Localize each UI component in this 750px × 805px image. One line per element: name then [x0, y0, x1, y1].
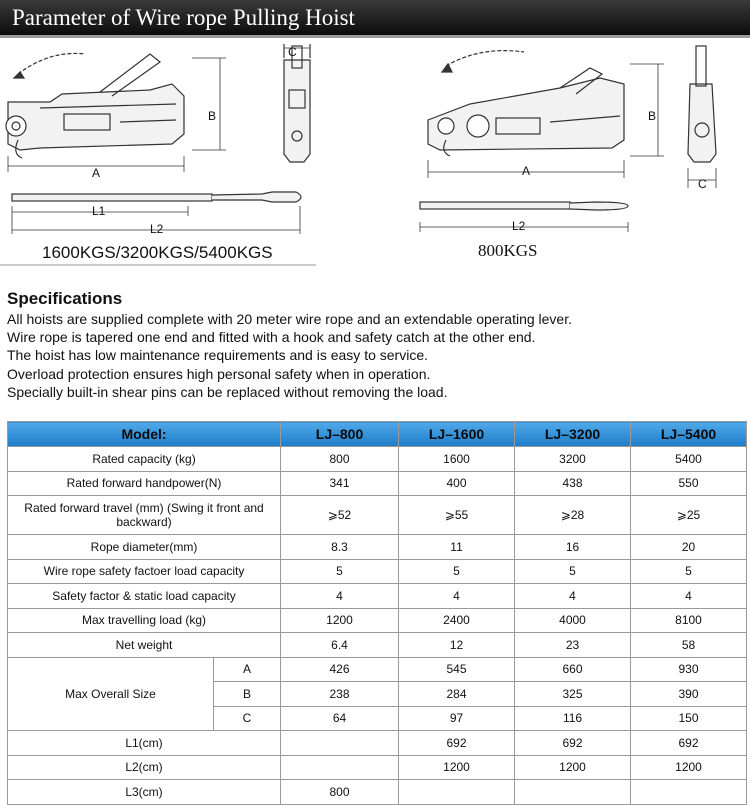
- cell: 545: [399, 657, 515, 682]
- left-dim-l2-label: L2: [150, 222, 164, 236]
- cell: 4000: [515, 608, 631, 633]
- cell: 64: [281, 706, 399, 731]
- cell: 5: [281, 559, 399, 584]
- cell: 8.3: [281, 535, 399, 560]
- table-row: [8, 657, 747, 682]
- cell: 23: [515, 633, 631, 658]
- table-row: [8, 496, 747, 535]
- cell: ⩾55: [399, 496, 515, 535]
- cell: [281, 731, 399, 756]
- cell: 438: [515, 471, 631, 496]
- left-dim-c-label: C: [288, 45, 297, 59]
- cell: 341: [281, 471, 399, 496]
- cell: 16: [515, 535, 631, 560]
- cell: 800: [281, 447, 399, 472]
- row-label: Net weight: [8, 633, 281, 658]
- cell: 930: [631, 657, 747, 682]
- parameter-table: [7, 421, 747, 805]
- table-row: [8, 447, 747, 472]
- cell: 6.4: [281, 633, 399, 658]
- row-label-max-overall-size: Max Overall Size: [8, 657, 214, 731]
- cell: 692: [399, 731, 515, 756]
- table-row: [8, 633, 747, 658]
- cell: 426: [281, 657, 399, 682]
- left-dim-a-label: A: [92, 166, 101, 180]
- hoist-drawings-svg: [0, 44, 750, 266]
- header-lj-5400: LJ–5400: [631, 422, 747, 447]
- spec-line: All hoists are supplied complete with 20 meter wire rope and an extendable operating lever.: [7, 311, 572, 327]
- sub-label: A: [214, 657, 281, 682]
- cell: ⩾28: [515, 496, 631, 535]
- left-hoist-end-view: [284, 44, 310, 162]
- specifications-section: [7, 289, 747, 401]
- spec-line: Overload protection ensures high personal safety when in operation.: [7, 365, 431, 382]
- cell: 4: [631, 584, 747, 609]
- cell: 1200: [631, 755, 747, 780]
- cell: 1200: [281, 608, 399, 633]
- specifications-heading: Specifications: [7, 289, 123, 308]
- table-header-row: [8, 422, 747, 447]
- header-lj-3200: LJ–3200: [515, 422, 631, 447]
- cell: 800: [281, 780, 399, 805]
- cell: 12: [399, 633, 515, 658]
- row-label: Wire rope safety factoer load capacity: [8, 559, 281, 584]
- right-dim-c-label: C: [698, 177, 707, 191]
- cell: 1600: [399, 447, 515, 472]
- cell: ⩾25: [631, 496, 747, 535]
- right-drawing-caption: 800KGS: [478, 241, 538, 260]
- cell: [631, 780, 747, 805]
- cell: 390: [631, 682, 747, 707]
- cell: 11: [399, 535, 515, 560]
- cell: [399, 780, 515, 805]
- left-dim-b-label: B: [208, 109, 217, 123]
- cell: 116: [515, 706, 631, 731]
- cell: 238: [281, 682, 399, 707]
- row-label: Rated capacity (kg): [8, 447, 281, 472]
- header-lj-1600: LJ–1600: [399, 422, 515, 447]
- cell: 8100: [631, 608, 747, 633]
- right-hoist-side-view: [428, 51, 624, 156]
- cell: 284: [399, 682, 515, 707]
- cell: 550: [631, 471, 747, 496]
- cell: 4: [281, 584, 399, 609]
- cell: 692: [515, 731, 631, 756]
- spec-line: The hoist has low maintenance requirements and is easy to service.: [7, 347, 428, 364]
- row-label: L1(cm): [8, 731, 281, 756]
- left-hoist-side-view: [6, 53, 184, 158]
- left-dim-l1-label: L1: [92, 204, 106, 218]
- title-bar: [0, 0, 750, 38]
- cell: ⩾52: [281, 496, 399, 535]
- cell: 5: [399, 559, 515, 584]
- row-label: Rated forward travel (mm) (Swing it front and backward): [8, 496, 281, 535]
- table-row: [8, 608, 747, 633]
- right-hoist-end-view: [688, 46, 716, 188]
- spec-line: Wire rope is tapered one end and fitted with a hook and safety catch at the other end.: [7, 329, 536, 346]
- cell: 3200: [515, 447, 631, 472]
- sub-label: C: [214, 706, 281, 731]
- cell: 4: [399, 584, 515, 609]
- technical-drawings: [0, 44, 750, 266]
- right-dim-b-label: B: [648, 109, 657, 123]
- row-label: Rope diameter(mm): [8, 535, 281, 560]
- left-drawing-caption: 1600KGS/3200KGS/5400KGS: [42, 243, 273, 262]
- cell: 2400: [399, 608, 515, 633]
- table-row: [8, 471, 747, 496]
- row-label: Max travelling load (kg): [8, 608, 281, 633]
- cell: 97: [399, 706, 515, 731]
- cell: 4: [515, 584, 631, 609]
- cell: 5: [631, 559, 747, 584]
- row-label: Safety factor & static load capacity: [8, 584, 281, 609]
- table-row: [8, 559, 747, 584]
- cell: [515, 780, 631, 805]
- table-row: [8, 755, 747, 780]
- row-label: Rated forward handpower(N): [8, 471, 281, 496]
- cell: 1200: [399, 755, 515, 780]
- row-label: L2(cm): [8, 755, 281, 780]
- sub-label: B: [214, 682, 281, 707]
- header-model: Model:: [8, 422, 281, 447]
- cell: 5: [515, 559, 631, 584]
- cell: 400: [399, 471, 515, 496]
- cell: 5400: [631, 447, 747, 472]
- cell: 58: [631, 633, 747, 658]
- right-dim-l2-label: L2: [512, 219, 526, 233]
- spec-line: Specially built-in shear pins can be replaced without removing the load.: [7, 383, 448, 400]
- page-title: Parameter of Wire rope Pulling Hoist: [12, 5, 355, 30]
- cell: 20: [631, 535, 747, 560]
- cell: [281, 755, 399, 780]
- table-row: [8, 731, 747, 756]
- right-dim-a-label: A: [522, 164, 531, 178]
- cell: 1200: [515, 755, 631, 780]
- table-row: [8, 584, 747, 609]
- cell: 692: [631, 731, 747, 756]
- header-lj-800: LJ–800: [281, 422, 399, 447]
- table-row: [8, 535, 747, 560]
- row-label: L3(cm): [8, 780, 281, 805]
- cell: 325: [515, 682, 631, 707]
- table-row: [8, 780, 747, 805]
- cell: 150: [631, 706, 747, 731]
- cell: 660: [515, 657, 631, 682]
